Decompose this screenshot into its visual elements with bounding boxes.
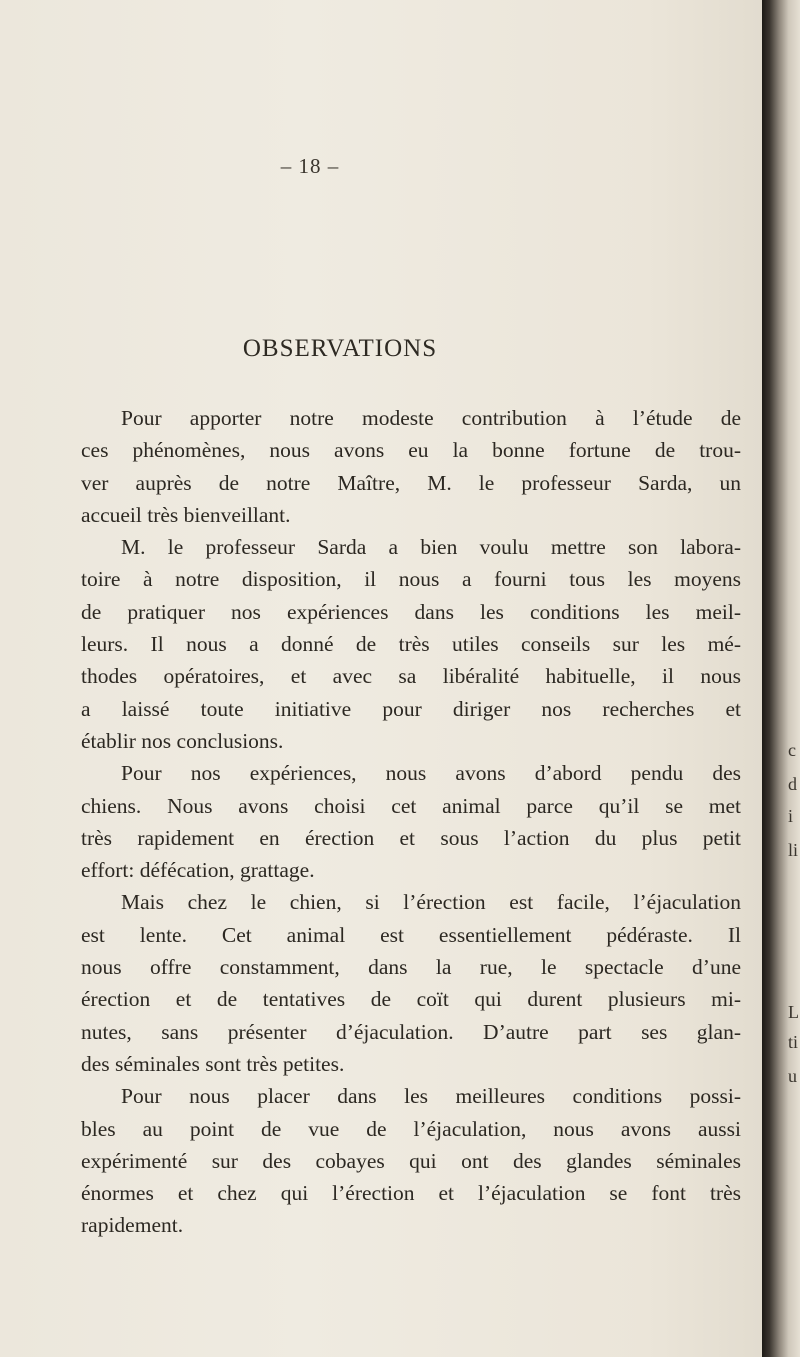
text-line: ver auprès de notre Maître, M. le professeur Sarda, un <box>81 470 741 495</box>
text-line: de pratiquer nos expériences dans les conditions les meil- <box>81 599 741 624</box>
text-line: nutes, sans présenter d’éjaculation. D’autre part ses glan- <box>81 1019 741 1044</box>
text-line: chiens. Nous avons choisi cet animal parce qu’il se met <box>81 793 741 818</box>
edge-fragment: i <box>788 806 794 826</box>
edge-fragment: li <box>788 840 799 860</box>
text-line: Pour apporter notre modeste contribution à l’étude de <box>121 406 741 430</box>
facing-page-edge <box>788 0 800 1357</box>
text-line: Pour nos expériences, nous avons d’abord pendu des <box>121 761 741 786</box>
text-line: a laissé toute initiative pour diriger nos recherches et <box>81 696 741 721</box>
text-line: est lente. Cet animal est essentiellement pédéraste. Il <box>81 922 741 947</box>
text-line: thodes opératoires, et avec sa libéralité habituelle, il nous <box>81 664 741 689</box>
page-number: – 18 – <box>280 154 340 178</box>
text-line: nous offre constamment, dans la rue, le spectacle d’une <box>81 955 741 980</box>
edge-fragment: u <box>788 1066 797 1086</box>
text-line: Pour nous placer dans les meilleures conditions possi- <box>121 1084 741 1109</box>
text-line: très rapidement en érection et sous l’action du plus petit <box>81 825 741 850</box>
text-line: M. le professeur Sarda a bien voulu mettre son labora- <box>121 535 741 560</box>
text-line: érection et de tentatives de coït qui durent plusieurs mi- <box>81 987 741 1012</box>
edge-fragment: c <box>788 740 796 760</box>
edge-fragment: L <box>788 1002 799 1022</box>
text-line: énormes et chez qui l’érection et l’éjaculation se font très <box>81 1181 741 1206</box>
text-line: ces phénomènes, nous avons eu la bonne fortune de trou- <box>81 438 741 463</box>
edge-fragment: d <box>788 774 797 794</box>
section-title: OBSERVATIONS <box>242 335 438 362</box>
text-line: des séminales sont très petites. <box>81 1051 345 1076</box>
body-text <box>81 402 741 1242</box>
text-line: rapidement. <box>81 1213 184 1238</box>
edge-fragment: ti <box>788 1032 799 1052</box>
text-line: établir nos conclusions. <box>81 728 284 753</box>
text-line: expérimenté sur des cobayes qui ont des glandes séminales <box>81 1148 741 1173</box>
text-line: accueil très bienveillant. <box>81 502 291 527</box>
text-line: Mais chez le chien, si l’érection est facile, l’éjaculation <box>121 890 741 915</box>
text-line: toire à notre disposition, il nous a fourni tous les moyens <box>81 567 741 592</box>
text-line: bles au point de vue de l’éjaculation, nous avons aussi <box>81 1116 741 1141</box>
text-line: effort: défécation, grattage. <box>81 858 315 883</box>
text-line: leurs. Il nous a donné de très utiles conseils sur les mé- <box>81 632 741 657</box>
